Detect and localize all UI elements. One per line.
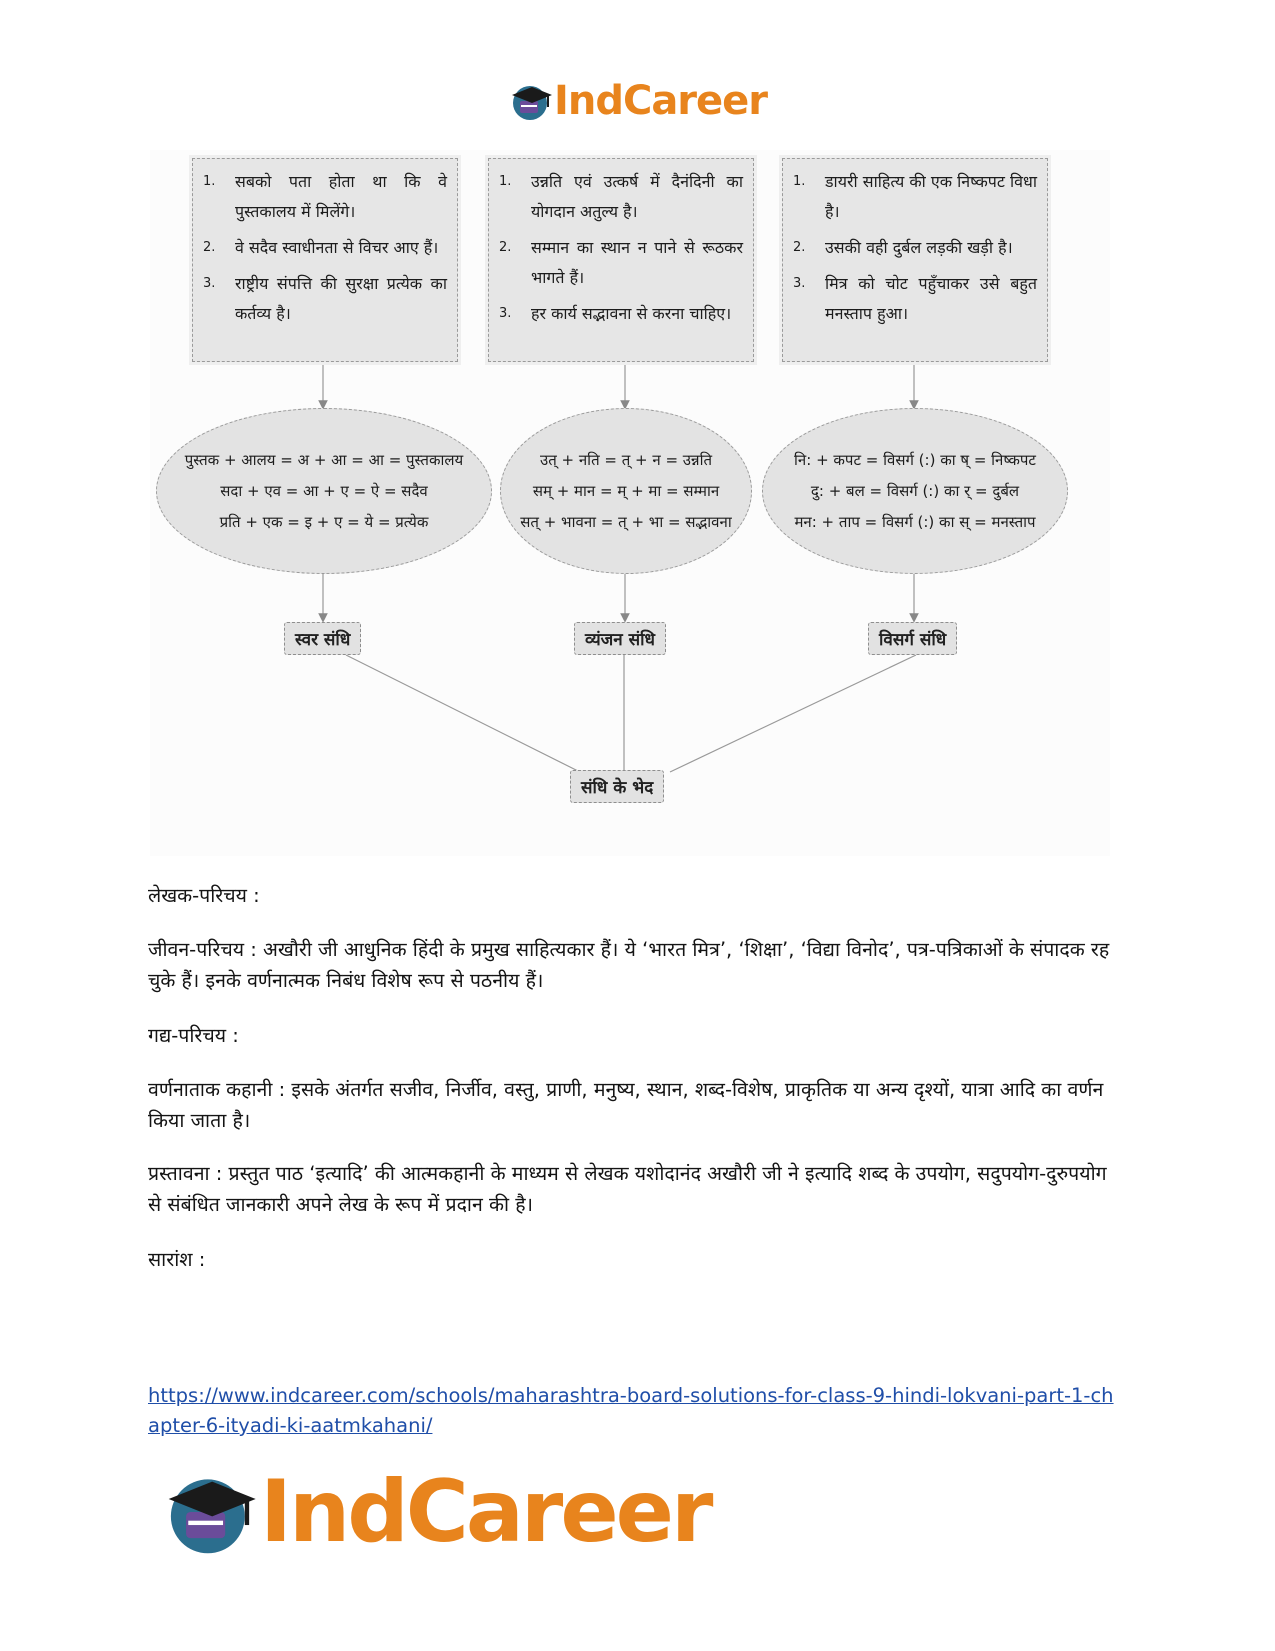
rule-line: सम् + मान = म् + मा = सम्मान <box>532 481 720 500</box>
tag-visarg-sandhi: विसर्ग संधि <box>868 622 957 655</box>
brand-name: IndCareer <box>260 1462 711 1562</box>
rule-line: उत् + नति = त् + न = उन्नति <box>539 450 713 469</box>
graduation-cap-icon <box>160 1468 260 1556</box>
rule-ellipse-swar <box>156 408 492 574</box>
source-link[interactable]: https://www.indcareer.com/schools/maharashtra-board-solutions-for-class-9-hindi-lokvani-part-1-chapter-6-ityadi-ki-aatmkahani/ <box>148 1384 1114 1437</box>
list-item: 3. हर कार्य सद्भावना से करना चाहिए। <box>499 304 732 323</box>
list-item: 2. वे सदैव स्वाधीनता से विचर आए हैं। <box>203 238 439 257</box>
bio-paragraph: जीवन-परिचय : अखौरी जी आधुनिक हिंदी के प्रमुख साहित्यकार हैं। ये ‘भारत मित्र’, ‘शिक्षा’, ‘विद्या विनोद’, पत्र-पत्रिकाओं के संपादक रह चुके हैं। इनके वर्णनात्मक निबंध विशेष रूप से पठनीय हैं। <box>148 938 1110 992</box>
rule-line: प्रति + एक = इ + ए = ये = प्रत्येक <box>219 512 429 531</box>
rule-ellipse-vyanjan <box>500 408 752 574</box>
rule-line: सदा + एव = आ + ए = ऐ = सदैव <box>220 481 428 500</box>
list-item: 1. सबको पता होता था कि वे पुस्तकालय में मिलेंगे। <box>203 172 447 221</box>
sandhi-diagram <box>150 150 1110 856</box>
rule-ellipse-visarg <box>762 408 1068 574</box>
prose-heading: गद्य-परिचय : <box>148 1024 239 1047</box>
example-box-visarg <box>782 158 1048 362</box>
list-item: 1. उन्नति एवं उत्कर्ष में दैनंदिनी का योगदान अतुल्य है। <box>499 172 743 221</box>
brand-name: IndCareer <box>553 78 768 124</box>
example-box-vyanjan <box>488 158 754 362</box>
rule-line: सत् + भावना = त् + भा = सद्भावना <box>520 512 732 531</box>
graduation-cap-icon <box>508 81 554 121</box>
list-item: 2. उसकी वही दुर्बल लड़की खड़ी है। <box>793 238 1013 257</box>
footer-logo <box>160 1462 710 1562</box>
rule-line: मन: + ताप = विसर्ग (:) का स् = मनस्ताप <box>794 512 1036 531</box>
rule-line: पुस्तक + आलय = अ + आ = आ = पुस्तकालय <box>184 450 464 469</box>
list-item: 2. सम्मान का स्थान न पाने से रूठकर भागते हैं। <box>499 238 743 287</box>
list-item: 1. डायरी साहित्य की एक निष्कपट विधा है। <box>793 172 1038 221</box>
example-box-swar <box>192 158 458 362</box>
author-heading: लेखक-परिचय : <box>148 884 260 907</box>
rule-line: दु: + बल = विसर्ग (:) का र् = दुर्बल <box>810 481 1020 500</box>
tag-swar-sandhi: स्वर संधि <box>284 622 361 655</box>
header-logo <box>0 78 1275 125</box>
list-item: 3. राष्ट्रीय संपत्ति की सुरक्षा प्रत्येक का कर्तव्य है। <box>203 274 447 323</box>
intro-paragraph: प्रस्तावना : प्रस्तुत पाठ ‘इत्यादि’ की आत्मकहानी के माध्यम से लेखक यशोदानंद अखौरी जी ने इत्यादि शब्द के उपयोग, सदुपयोग-दुरुपयोग से संबंधित जानकारी अपने लेख के रूप में प्रदान की है। <box>148 1162 1107 1216</box>
rule-line: नि: + कपट = विसर्ग (:) का ष् = निष्कपट <box>794 450 1036 469</box>
summary-heading: सारांश : <box>148 1248 206 1271</box>
prose-paragraph: वर्णनाताक कहानी : इसके अंतर्गत सजीव, निर्जीव, वस्तु, प्राणी, मनुष्य, स्थान, शब्द-विशेष, प्राकृतिक या अन्य दृश्यों, यात्रा आदि का वर्णन किया जाता है। <box>148 1078 1104 1132</box>
list-item: 3. मित्र को चोट पहुँचाकर उसे बहुत मनस्ताप हुआ। <box>793 274 1037 323</box>
root-sandhi-types: संधि के भेद <box>570 770 664 803</box>
tag-vyanjan-sandhi: व्यंजन संधि <box>574 622 666 655</box>
